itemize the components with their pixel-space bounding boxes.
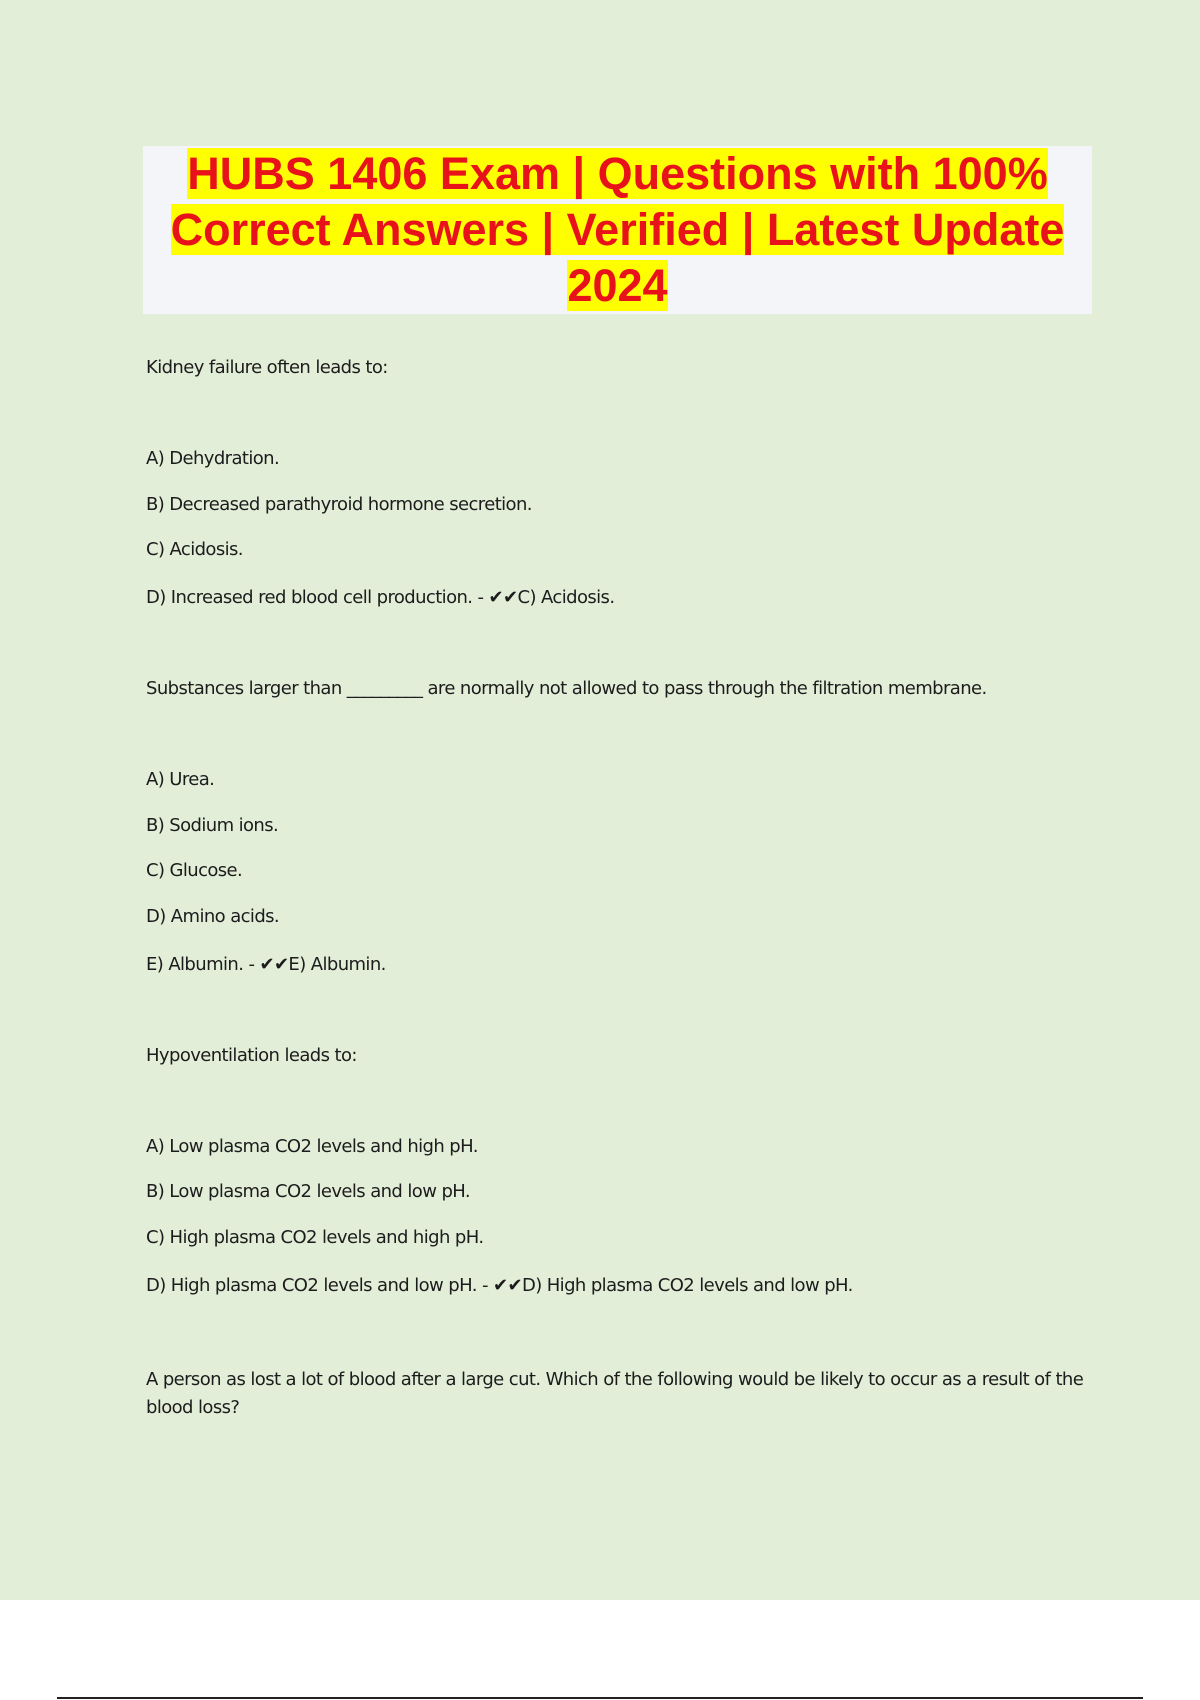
question-prompt: Substances larger than _________ are normally not allowed to pass through the filtration membrane. (146, 678, 987, 699)
answer-option: B) Low plasma CO2 levels and low pH. (146, 1181, 471, 1202)
answer-option: B) Sodium ions. (146, 815, 279, 836)
answer-option-with-answer: E) Albumin. - ✔✔E) Albumin. (146, 954, 386, 975)
answer-option: B) Decreased parathyroid hormone secretion. (146, 494, 532, 515)
answer-option: A) Dehydration. (146, 448, 280, 469)
answer-option: A) Low plasma CO2 levels and high pH. (146, 1136, 478, 1157)
question-prompt: A person as lost a lot of blood after a large cut. Which of the following would be likely to occur as a result of the blood loss? (146, 1369, 1084, 1418)
question-prompt: Hypoventilation leads to: (146, 1045, 357, 1066)
answer-option: A) Urea. (146, 769, 215, 790)
answer-option: D) Amino acids. (146, 906, 280, 927)
answer-option-with-answer: D) High plasma CO2 levels and low pH. - ✔✔D) High plasma CO2 levels and low pH. (146, 1275, 853, 1296)
document-title: HUBS 1406 Exam | Questions with 100% Correct Answers | Verified | Latest Update 2024 (170, 148, 1065, 311)
title-block (143, 146, 1092, 314)
answer-option: C) Acidosis. (146, 539, 243, 560)
footer-divider (57, 1697, 1143, 1699)
answer-option: C) High plasma CO2 levels and high pH. (146, 1227, 484, 1248)
answer-option-with-answer: D) Increased red blood cell production. - ✔✔C) Acidosis. (146, 587, 615, 608)
question-prompt: Kidney failure often leads to: (146, 357, 388, 378)
answer-option: C) Glucose. (146, 860, 243, 881)
